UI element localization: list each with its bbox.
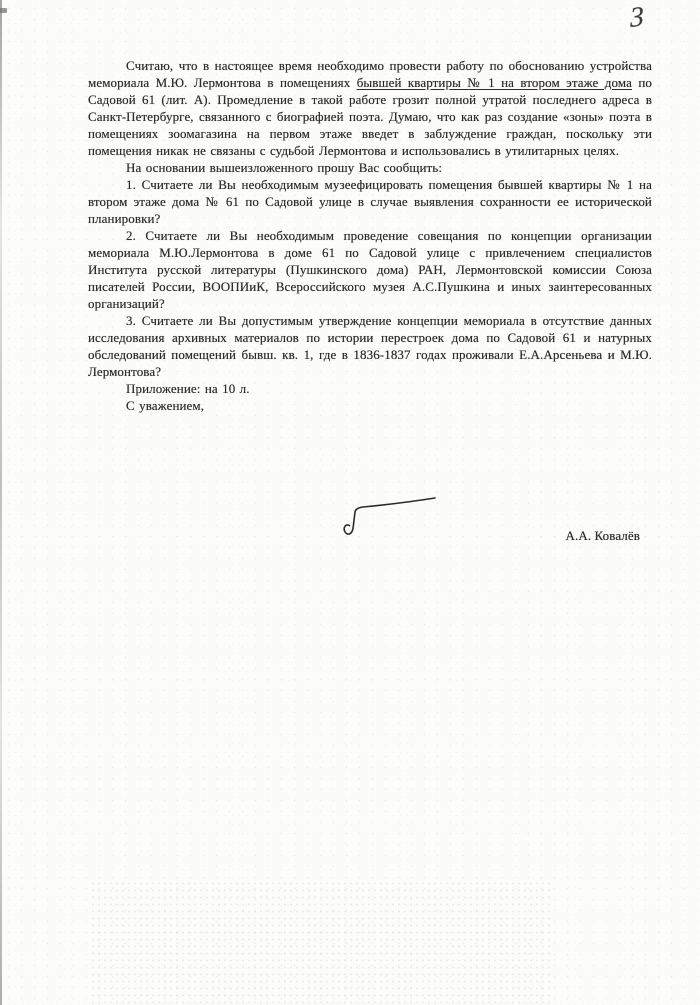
attachment-note: Приложение: на 10 л.	[126, 381, 250, 396]
question-item-3: 3. Считаете ли Вы допустимым утверждение концепции мемориала в отсутствие данных исследования архивных материалов по истории перестроек дома по Садовой 61 и натурных обследований помещений бывш. кв. 1, где в 1836-1837 годах проживали Е.А.Арсеньева и М.Ю. Лермонтова?	[88, 313, 652, 379]
para1-text-underlined: бывшей квартиры № 1 на втором этаже дома	[356, 75, 632, 90]
para1-text-post: по Садовой 61 (лит. А). Промедление в такой работе грозит полной утратой последнего адреса в Санкт-Петербурге, связанного с биографией поэта. Думаю, что как раз создание «зоны» поэта в помещениях зоомагазина на первом этаже введет в заблуждение граждан, поскольку эти помещения никак не связаны с судьбой Лермонтова и использовались в утилитарных целях.	[88, 75, 652, 158]
question-item-2: 2. Считаете ли Вы необходимым проведение совещания по концепции организации мемориала М.Ю.Лермонтова в доме 61 по Садовой улице с привлечением специалистов Института русской литературы (Пушкинского дома) РАН, Лермонтовской комиссии Союза писателей России, ВООПИиК, Всероссийского музея А.С.Пушкина и иных заинтересованных организаций?	[88, 228, 652, 311]
para1-text-pre: Считаю, что в настоящее время необходимо провести работу по обоснованию устройства мемориала М.Ю. Лермонтова в помещениях	[88, 58, 652, 90]
signatory-name: А.А. Ковалёв	[565, 528, 640, 543]
handwritten-page-number: 3	[629, 0, 645, 35]
paragraph-request: На основании вышеизложенного прошу Вас сообщить:	[126, 160, 443, 175]
scan-corner-artifact	[0, 8, 7, 13]
letter-body	[88, 57, 652, 414]
question-item-1: 1. Считаете ли Вы необходимым музеефицировать помещения бывшей квартиры № 1 на втором этаже дома № 61 по Садовой улице в случае выявления сохранности ее исторической планировки?	[88, 177, 652, 226]
closing-salutation: С уважением,	[126, 398, 205, 413]
scan-edge-artifact	[0, 0, 2, 1005]
paragraph-justification	[88, 57, 652, 159]
scan-noise-patch	[90, 880, 550, 1005]
